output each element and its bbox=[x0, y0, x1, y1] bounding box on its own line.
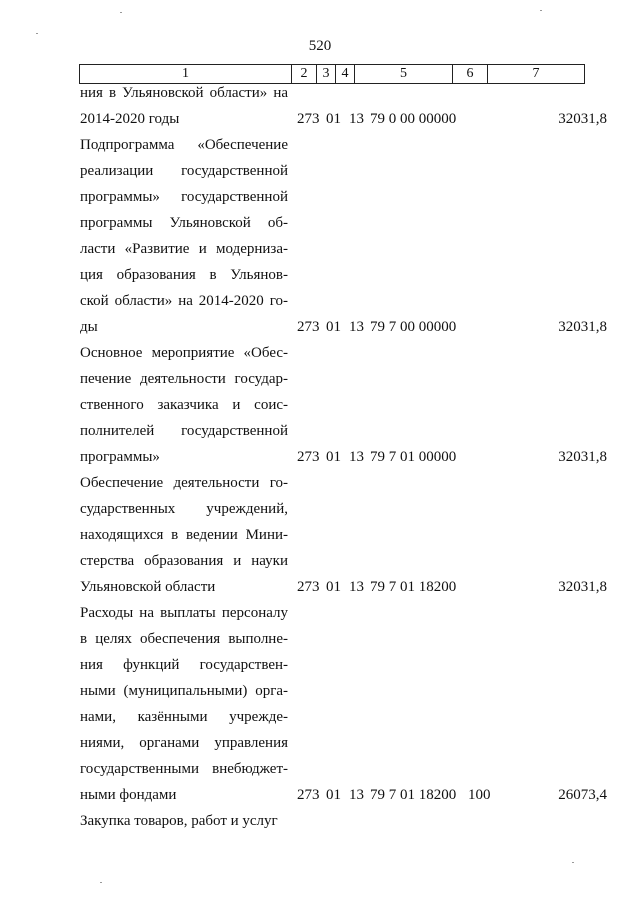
section-code: 01 bbox=[326, 449, 341, 465]
row-description bbox=[80, 340, 288, 470]
target-article-code: 79 7 00 00000 bbox=[370, 319, 457, 335]
section-code: 01 bbox=[326, 579, 341, 595]
description-line: ными (муниципальными) орга- bbox=[80, 683, 288, 699]
column-header-1: 1 bbox=[80, 65, 292, 84]
row-description bbox=[80, 80, 288, 132]
description-line: Закупка товаров, работ и услуг bbox=[80, 813, 278, 829]
description-line: Основное мероприятие «Обес- bbox=[80, 345, 288, 361]
description-line: ния функций государствен- bbox=[80, 657, 288, 673]
table-row bbox=[0, 340, 640, 470]
section-code: 01 bbox=[326, 319, 341, 335]
amount-value: 32031,8 bbox=[558, 319, 607, 335]
description-line: нами, казёнными учрежде- bbox=[80, 709, 288, 725]
amount-value: 32031,8 bbox=[558, 449, 607, 465]
scan-speck bbox=[572, 862, 574, 863]
column-header-2: 2 bbox=[292, 65, 317, 84]
subsection-code: 13 bbox=[349, 787, 364, 803]
column-header-7: 7 bbox=[488, 65, 585, 84]
description-line: ственного заказчика и соис- bbox=[80, 397, 288, 413]
scan-speck bbox=[540, 10, 542, 11]
subsection-code: 13 bbox=[349, 111, 364, 127]
description-line: ды bbox=[80, 319, 98, 335]
table-row bbox=[0, 600, 640, 808]
description-line: ными фондами bbox=[80, 787, 177, 803]
subsection-code: 13 bbox=[349, 319, 364, 335]
description-line: находящихся в ведении Мини- bbox=[80, 527, 288, 543]
description-line: ласти «Развитие и модерниза- bbox=[80, 241, 288, 257]
target-article-code: 79 7 01 18200 bbox=[370, 787, 457, 803]
description-line: ния в Ульяновской области» на bbox=[80, 85, 288, 101]
description-line: сударственных учреждений, bbox=[80, 501, 288, 517]
amount-value: 32031,8 bbox=[558, 111, 607, 127]
description-line: ция образования в Ульянов- bbox=[80, 267, 288, 283]
ministry-code: 273 bbox=[297, 449, 320, 465]
description-line: Подпрограмма «Обеспечение bbox=[80, 137, 288, 153]
ministry-code: 273 bbox=[297, 319, 320, 335]
ministry-code: 273 bbox=[297, 787, 320, 803]
target-article-code: 79 7 01 18200 bbox=[370, 579, 457, 595]
ministry-code: 273 bbox=[297, 579, 320, 595]
table-row bbox=[0, 808, 640, 834]
scan-speck bbox=[120, 12, 122, 13]
description-line: программы» государственной bbox=[80, 189, 288, 205]
ministry-code: 273 bbox=[297, 111, 320, 127]
row-description bbox=[80, 600, 288, 808]
section-code: 01 bbox=[326, 111, 341, 127]
row-description bbox=[80, 470, 288, 600]
description-line: Обеспечение деятельности го- bbox=[80, 475, 288, 491]
page-number: 520 bbox=[308, 38, 332, 54]
scan-speck bbox=[100, 882, 102, 883]
subsection-code: 13 bbox=[349, 579, 364, 595]
description-line: полнителей государственной bbox=[80, 423, 288, 439]
description-line: программы» bbox=[80, 449, 160, 465]
scan-speck bbox=[36, 33, 38, 34]
column-header-4: 4 bbox=[336, 65, 355, 84]
target-article-code: 79 0 00 00000 bbox=[370, 111, 457, 127]
description-line: государственными внебюджет- bbox=[80, 761, 288, 777]
section-code: 01 bbox=[326, 787, 341, 803]
description-line: стерства образования и науки bbox=[80, 553, 288, 569]
description-line: программы Ульяновской об- bbox=[80, 215, 288, 231]
column-header-3: 3 bbox=[317, 65, 336, 84]
row-description bbox=[80, 132, 288, 340]
column-header-5: 5 bbox=[355, 65, 453, 84]
description-line: Расходы на выплаты персоналу bbox=[80, 605, 288, 621]
description-line: печение деятельности государ- bbox=[80, 371, 288, 387]
table-row bbox=[0, 470, 640, 600]
description-line: 2014-2020 годы bbox=[80, 111, 180, 127]
amount-value: 26073,4 bbox=[558, 787, 607, 803]
column-header-6: 6 bbox=[453, 65, 488, 84]
description-line: ской области» на 2014-2020 го- bbox=[80, 293, 288, 309]
table-row bbox=[0, 132, 640, 340]
target-article-code: 79 7 01 00000 bbox=[370, 449, 457, 465]
row-description bbox=[80, 808, 288, 834]
expense-kind-code: 100 bbox=[468, 787, 491, 803]
amount-value: 32031,8 bbox=[558, 579, 607, 595]
description-line: Ульяновской области bbox=[80, 579, 216, 595]
subsection-code: 13 bbox=[349, 449, 364, 465]
description-line: реализации государственной bbox=[80, 163, 288, 179]
description-line: ниями, органами управления bbox=[80, 735, 288, 751]
table-row bbox=[0, 80, 640, 132]
description-line: в целях обеспечения выполне- bbox=[80, 631, 288, 647]
